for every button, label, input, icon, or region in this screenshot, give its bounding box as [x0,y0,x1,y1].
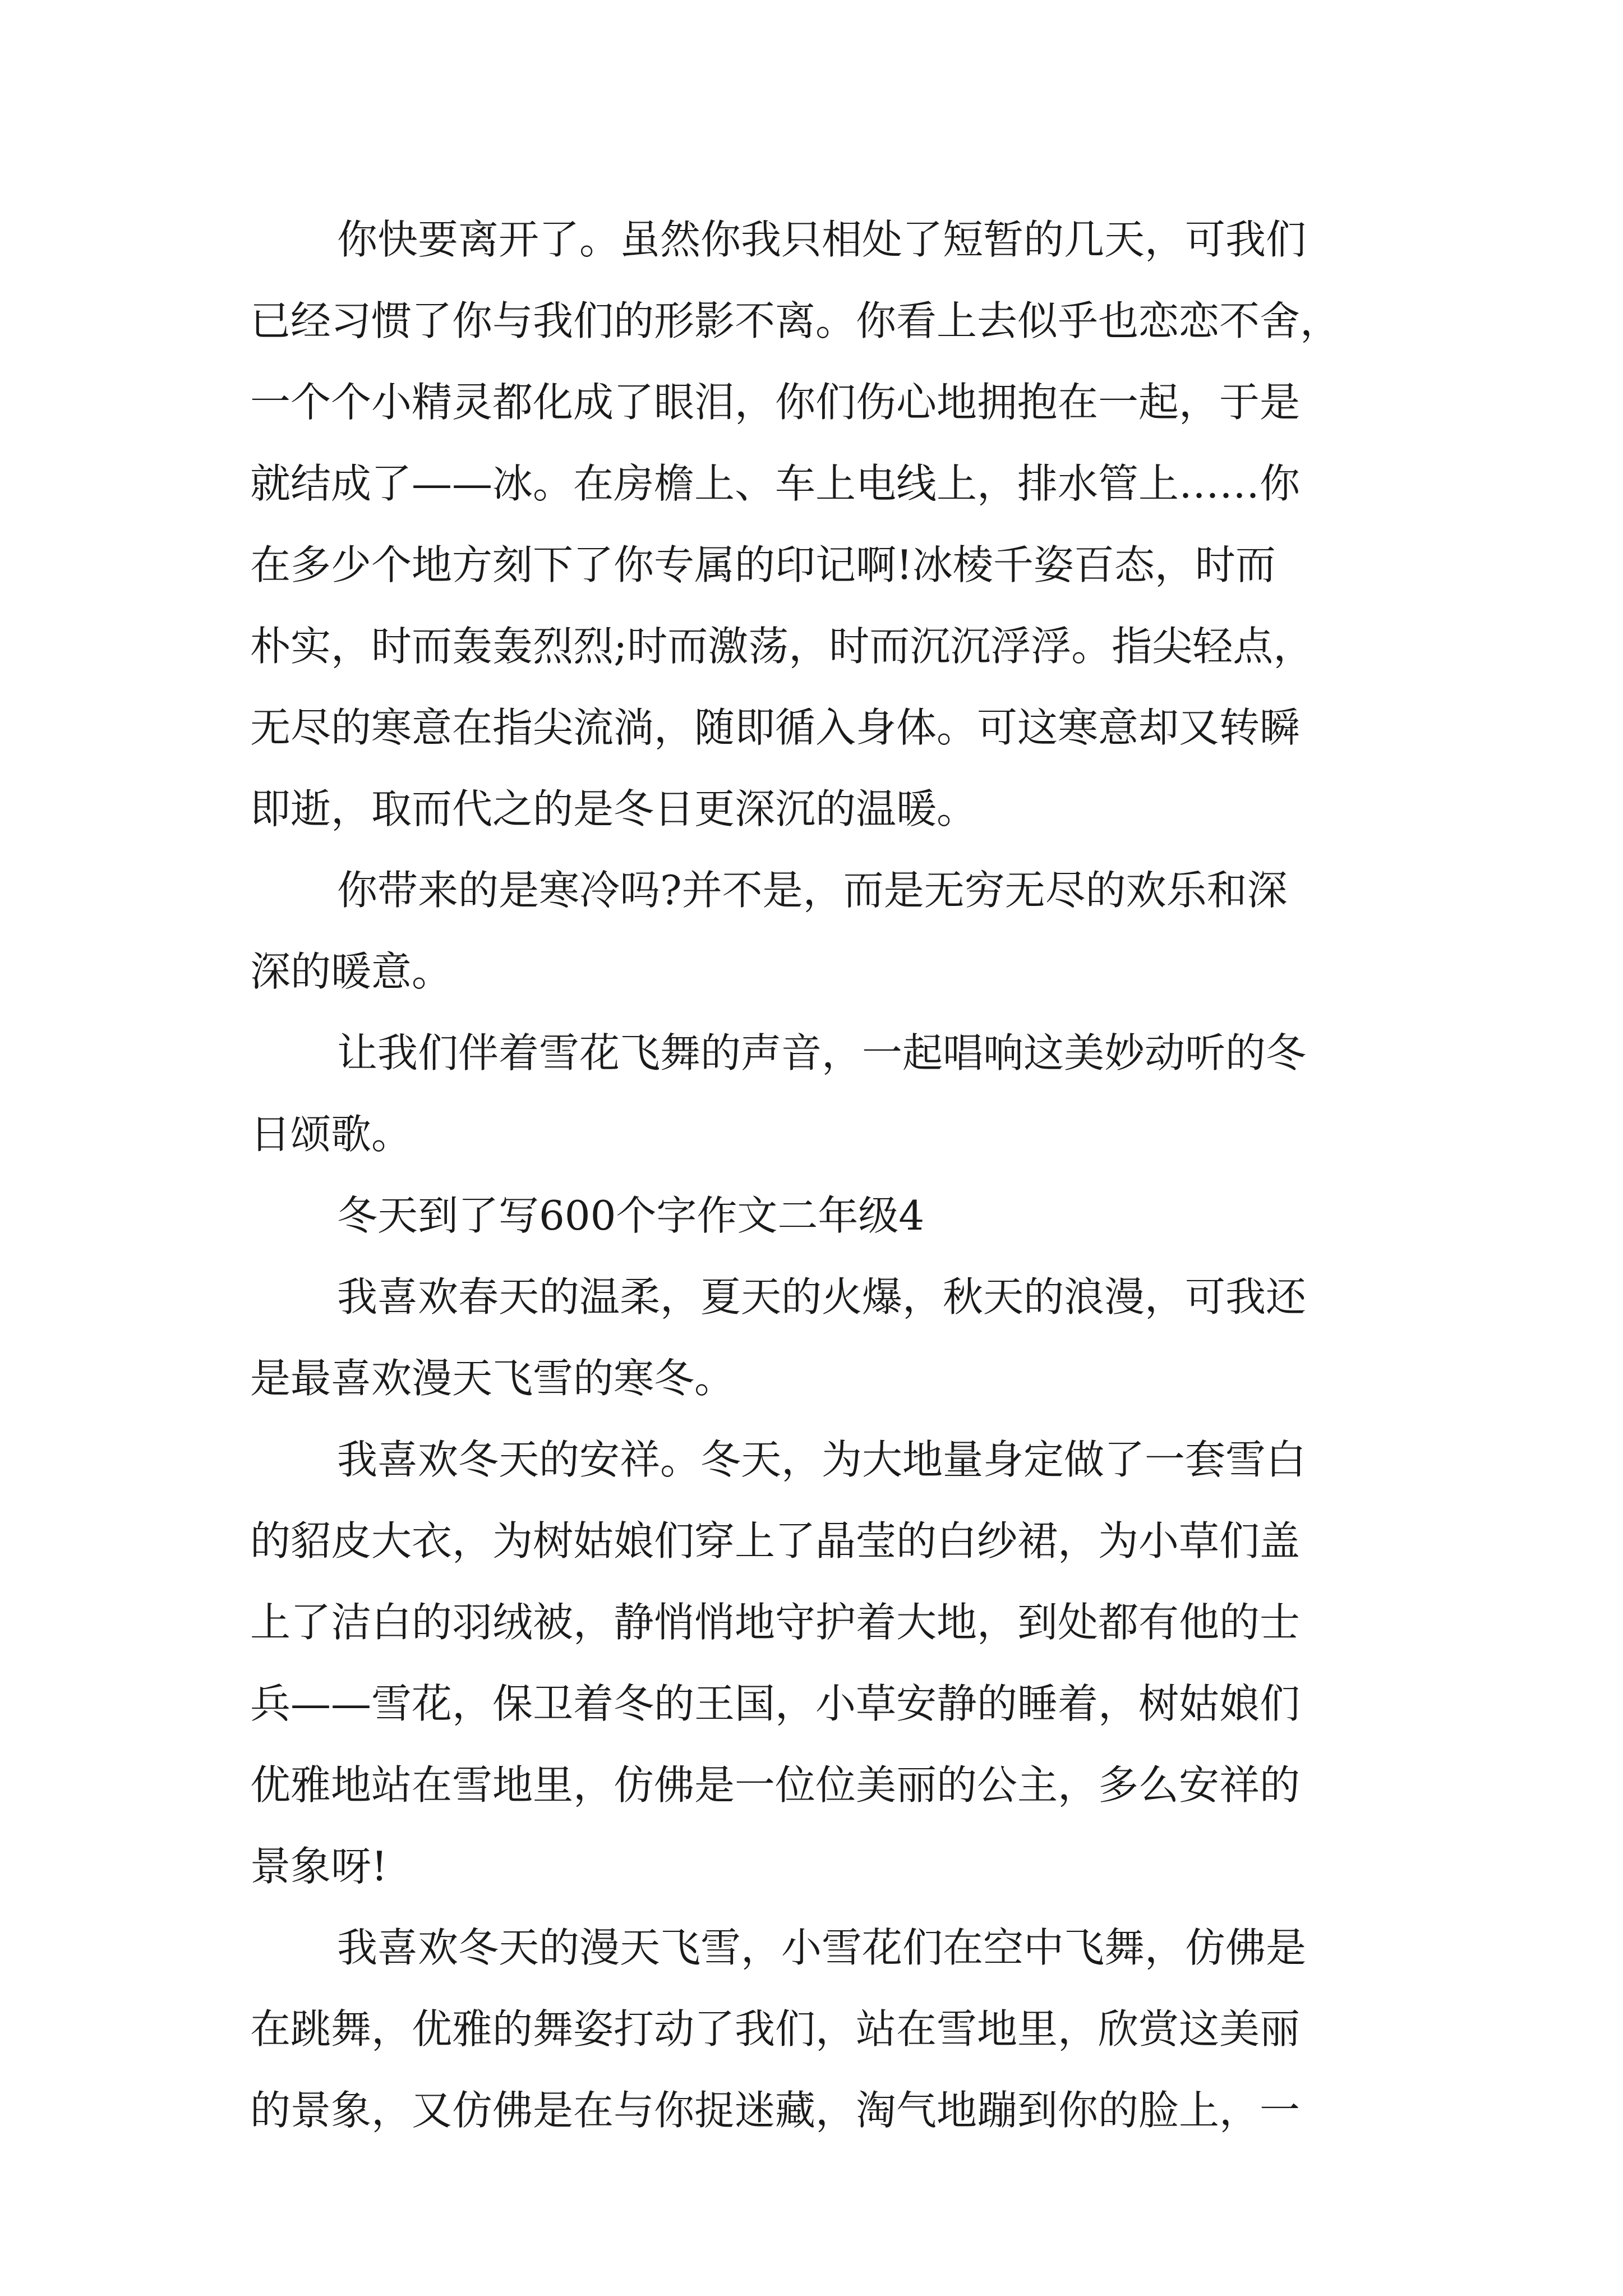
text-line: 你快要离开了。虽然你我只相处了短暂的几天，可我们 [337,216,1307,263]
text-line: 深的暖意。 [250,948,453,995]
text-line: 我喜欢冬天的漫天飞雪，小雪花们在空中飞舞，仿佛是 [337,1924,1307,1971]
section-heading: 冬天到了写600个字作文二年级4 [337,1192,925,1239]
text-line: 就结成了——冰。在房檐上、车上电线上，排水管上……你 [250,460,1301,507]
text-line: 是最喜欢漫天飞雪的寒冬。 [250,1355,735,1402]
text-line: 兵——雪花，保卫着冬的王国，小草安静的睡着，树姑娘们 [250,1680,1301,1727]
text-line: 的貂皮大衣，为树姑娘们穿上了晶莹的白纱裙，为小草们盖 [250,1517,1301,1565]
text-line: 我喜欢春天的温柔，夏天的火爆，秋天的浪漫，可我还 [337,1273,1307,1320]
text-line: 你带来的是寒冷吗?并不是，而是无穷无尽的欢乐和深 [337,867,1288,914]
text-line: 我喜欢冬天的安祥。冬天，为大地量身定做了一套雪白 [337,1436,1307,1483]
text-line: 即逝，取而代之的是冬日更深沉的温暖。 [250,785,978,832]
text-line: 已经习惯了你与我们的形影不离。你看上去似乎也恋恋不舍， [250,297,1341,344]
text-line: 上了洁白的羽绒被，静悄悄地守护着大地，到处都有他的士 [250,1599,1301,1646]
text-line: 的景象，又仿佛是在与你捉迷藏，淘气地蹦到你的脸上，一 [250,2087,1301,2134]
body-text [250,213,1450,2165]
text-line: 景象呀! [250,1843,388,1890]
text-line: 优雅地站在雪地里，仿佛是一位位美丽的公主，多么安祥的 [250,1761,1301,1809]
text-line: 让我们伴着雪花飞舞的声音，一起唱响这美妙动听的冬 [337,1029,1307,1076]
text-line: 在跳舞，优雅的舞姿打动了我们，站在雪地里，欣赏这美丽 [250,2005,1301,2053]
text-line: 一个个小精灵都化成了眼泪，你们伤心地拥抱在一起，于是 [250,379,1301,426]
text-line: 在多少个地方刻下了你专属的印记啊!冰棱千姿百态，时而 [250,541,1276,588]
text-line: 朴实，时而轰轰烈烈;时而激荡，时而沉沉浮浮。指尖轻点， [250,623,1314,670]
text-line: 无尽的寒意在指尖流淌，随即循入身体。可这寒意却又转瞬 [250,704,1301,751]
text-line: 日颂歌。 [250,1111,412,1158]
